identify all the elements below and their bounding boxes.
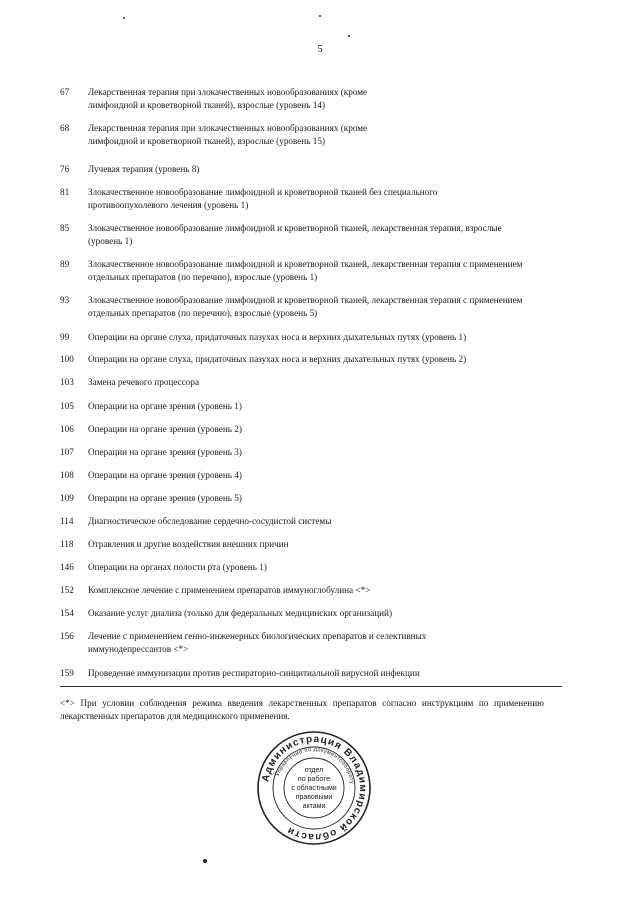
entry-code: 154 — [60, 608, 74, 618]
entry-code: 108 — [60, 470, 74, 480]
entry-code: 107 — [60, 447, 74, 457]
stamp-seal — [256, 730, 372, 846]
entry-description: Лекарственная терапия при злокачественных новообразованиях (кроме лимфоидной и кроветворной тканей), взрослые (уровень 15) — [88, 123, 368, 146]
footnote-divider — [60, 686, 562, 687]
entry-description: Операции на органе слуха, придаточных пазухах носа и верхних дыхательных путях (уровень 1) — [88, 332, 467, 342]
entry-description: Операции на органах полости рта (уровень 1) — [88, 562, 267, 572]
entry-description: Операции на органе зрения (уровень 2) — [88, 424, 242, 434]
scan-speck — [123, 17, 125, 19]
stamp-outer-text: Администрация Владимирской области — [260, 733, 369, 843]
entry-code: 109 — [60, 493, 74, 503]
entry-code: 159 — [60, 668, 74, 678]
entry-code: 68 — [60, 123, 70, 133]
entry-code: 114 — [60, 516, 74, 526]
entry-description: Операции на органе слуха, придаточных пазухах носа и верхних дыхательных путях (уровень 2) — [88, 354, 467, 364]
entry-code: 118 — [60, 539, 74, 549]
page-number: 5 — [317, 44, 323, 55]
entry-description: Лучевая терапия (уровень 8) — [88, 164, 200, 174]
entry-description: Злокачественное новообразование лимфоидной и кроветворной тканей, лекарственная терапия, взрослые (уровень 1) — [88, 223, 502, 246]
entry-code: 100 — [60, 354, 74, 364]
entry-code: 146 — [60, 562, 74, 572]
entry-code: 103 — [60, 377, 74, 387]
entry-description: Операции на органе зрения (уровень 3) — [88, 447, 242, 457]
entry-description: Злокачественное новообразование лимфоидной и кроветворной тканей без специального противоопухолевого лечения (уровень 1) — [88, 187, 438, 210]
entry-code: 152 — [60, 585, 74, 595]
entry-description: Диагностическое обследование сердечно-сосудистой системы — [88, 516, 332, 526]
official-stamp — [256, 730, 372, 846]
stamp-center-line: отдел — [304, 767, 324, 774]
stamp-inner-text: Управление по документообороту — [275, 746, 355, 785]
entry-code: 85 — [60, 223, 70, 233]
entry-description: Комплексное лечение с применением препаратов иммуноглобулина <*> — [88, 585, 371, 595]
entry-code: 105 — [60, 401, 74, 411]
entry-description: Операции на органе зрения (уровень 1) — [88, 401, 242, 411]
entry-code: 106 — [60, 424, 74, 434]
entry-code: 76 — [60, 164, 70, 174]
entry-description: Операции на органе зрения (уровень 4) — [88, 470, 242, 480]
entry-description: Лечение с применением генно-инженерных биологических препаратов и селективных иммунодепрессантов <*> — [88, 631, 427, 654]
footnote: <*> При условии соблюдения режима введения лекарственных препаратов согласно инструкциям по применению лекарственных препаратов для медицинского применения. — [60, 698, 544, 721]
entry-code: 93 — [60, 295, 70, 305]
entry-description: Оказание услуг диализа (только для федеральных медицинских организаций) — [88, 608, 393, 618]
entry-description: Лекарственная терапия при злокачественных новообразованиях (кроме лимфоидной и кроветворной тканей), взрослые (уровень 14) — [88, 87, 368, 110]
entry-description: Злокачественное новообразование лимфоидной и кроветворной тканей, лекарственная терапия с применением отдельных препаратов (по перечню), взрослые (уровень 5) — [88, 295, 523, 318]
entry-code: 99 — [60, 332, 70, 342]
stamp-center-line: актами — [302, 803, 326, 810]
stamp-center-line: по работе — [297, 776, 331, 783]
scan-speck — [203, 859, 207, 863]
scan-speck — [319, 15, 321, 17]
entry-description: Проведение иммунизации против респираторно-синцитиальной вирусной инфекции — [88, 668, 420, 678]
entry-code: 67 — [60, 87, 70, 97]
scan-speck — [348, 35, 350, 37]
entry-description: Операции на органе зрения (уровень 5) — [88, 493, 242, 503]
entry-description: Замена речевого процессора — [88, 377, 200, 387]
stamp-center-line: правовыми — [295, 794, 333, 801]
entry-code: 89 — [60, 259, 70, 269]
entry-code: 81 — [60, 187, 70, 197]
stamp-center-line: с областными — [291, 785, 337, 792]
entry-description: Злокачественное новообразование лимфоидной и кроветворной тканей, лекарственная терапия с применением отдельных препаратов (по перечню), взрослые (уровень 1) — [88, 259, 523, 282]
entry-description: Отравления и другие воздействия внешних причин — [88, 539, 289, 549]
entry-code: 156 — [60, 631, 74, 641]
